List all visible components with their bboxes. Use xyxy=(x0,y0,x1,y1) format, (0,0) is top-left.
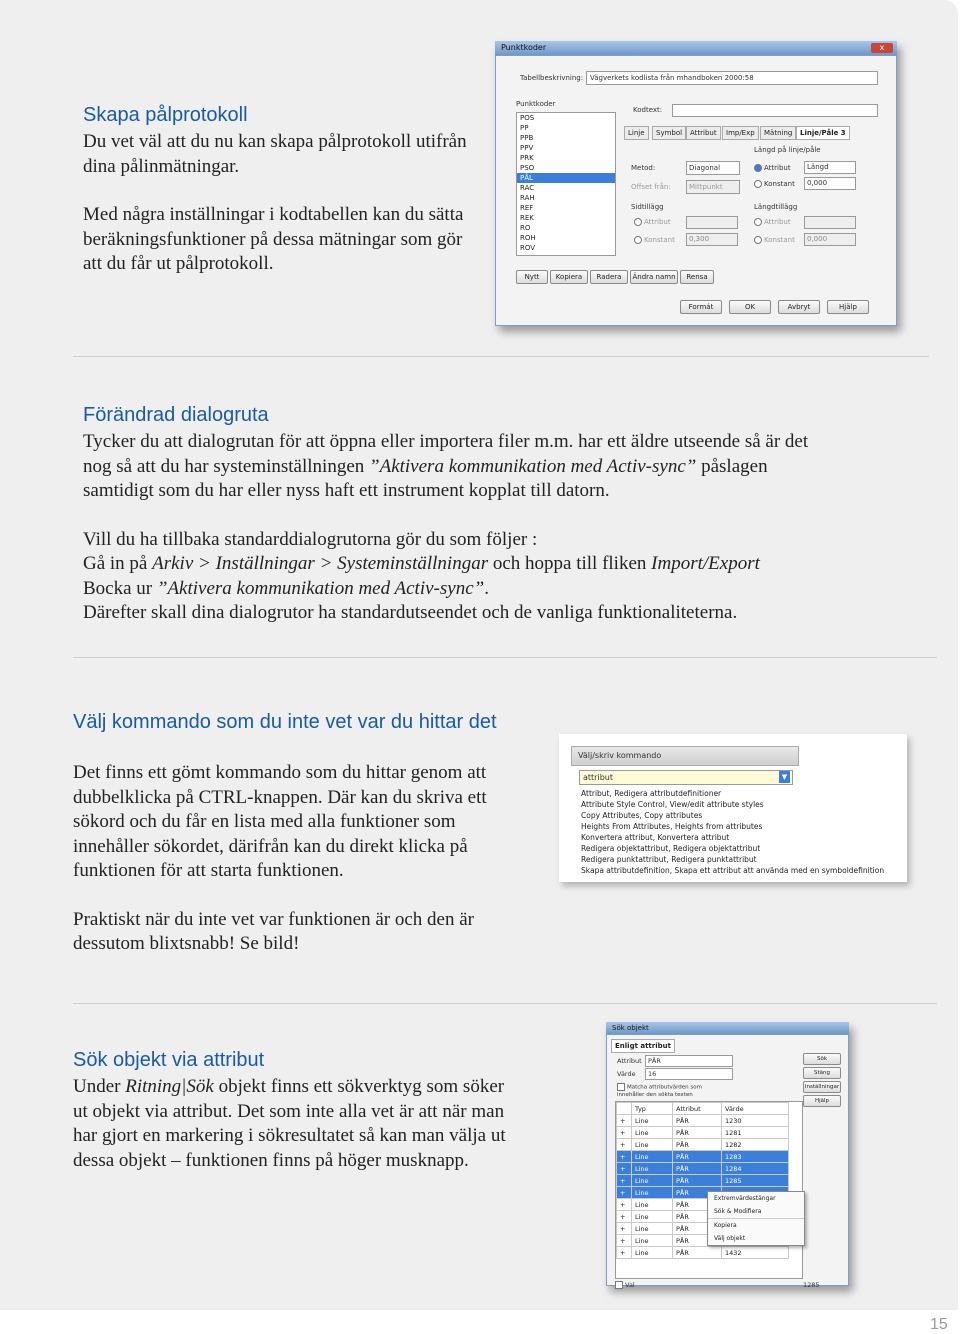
tab-4[interactable]: Imp/Exp xyxy=(722,126,759,140)
list-item[interactable]: ROH xyxy=(520,234,536,242)
search-button-4[interactable]: Hjälp xyxy=(803,1095,841,1107)
text: . xyxy=(484,577,489,599)
row-expand-icon[interactable]: + xyxy=(617,1247,632,1259)
dialog-button-4[interactable]: Hjälp xyxy=(827,300,869,314)
length-add-const-field[interactable] xyxy=(804,233,856,246)
cell-attribute: PÅR xyxy=(673,1151,722,1163)
cell-value: 1282 xyxy=(722,1139,789,1151)
cell-value: 1230 xyxy=(722,1115,789,1127)
method-select[interactable] xyxy=(686,161,740,175)
list-item[interactable]: PSO xyxy=(520,164,535,172)
cell-value: 1432 xyxy=(722,1247,789,1259)
radio-label: Attribut xyxy=(644,218,671,226)
length-const-radio[interactable] xyxy=(754,180,795,188)
cell-type: Line xyxy=(632,1115,673,1127)
paragraph-line xyxy=(83,577,823,602)
code-text-label: Kodtext: xyxy=(633,106,663,114)
list-item[interactable]: PPV xyxy=(520,144,534,152)
text: påslagen samtidigt som du har eller nyss haft ett instrument kopplat till datorn. xyxy=(83,455,768,501)
paragraph-line: Därefter skall dina dialogrutor ha standardutseendet och de vanliga funktionaliteterna. xyxy=(83,602,738,623)
cell-attribute: PÅR xyxy=(673,1223,722,1235)
side-group-label: Sidtillägg xyxy=(631,203,664,211)
offset-select[interactable] xyxy=(686,180,740,194)
checkbox-label: Matcha attributvärden som innehåller den sökta texten xyxy=(617,1084,702,1098)
radio-label: Attribut xyxy=(764,218,791,226)
section-heading-kommando: Välj kommando som du inte vet var du hittar det xyxy=(73,711,497,733)
length-attr-field[interactable] xyxy=(804,161,856,174)
command-result-item[interactable]: Konvertera attribut, Konvertera attribut xyxy=(581,833,730,842)
cell-type: Line xyxy=(632,1127,673,1139)
list-item[interactable]: RO xyxy=(520,224,531,232)
cell-type: Line xyxy=(632,1187,673,1199)
table-header xyxy=(617,1103,789,1115)
side-const-field[interactable] xyxy=(686,233,738,246)
table-header-cell[interactable]: Värde xyxy=(722,1103,789,1115)
attr-select-value: PÅR xyxy=(648,1057,661,1065)
length-add-attr-field[interactable] xyxy=(804,216,856,229)
text: Under xyxy=(73,1076,126,1097)
row-expand-icon[interactable]: + xyxy=(617,1127,632,1139)
command-result-item[interactable]: Attribut, Redigera attributdefinitioner xyxy=(581,789,722,798)
cell-value: 1284 xyxy=(722,1163,789,1175)
table-desc-field[interactable] xyxy=(586,71,878,85)
side-const-radio[interactable] xyxy=(634,236,675,244)
radio-label: Konstant xyxy=(644,236,675,244)
paragraph xyxy=(73,1075,518,1173)
row-expand-icon[interactable]: + xyxy=(617,1151,632,1163)
cell-attribute: PÅR xyxy=(673,1175,722,1187)
list-item[interactable]: PÅL xyxy=(517,173,615,183)
cell-attribute: PÅR xyxy=(673,1163,722,1175)
list-item[interactable]: REF xyxy=(520,204,534,212)
section-body-sok-objekt xyxy=(73,1075,518,1173)
tab-2[interactable]: Symbol xyxy=(652,126,686,140)
paragraph-line xyxy=(83,552,823,577)
cell-attribute: PÅR xyxy=(673,1139,722,1151)
tab-name: Import/Export xyxy=(651,553,760,574)
row-expand-icon[interactable]: + xyxy=(617,1211,632,1223)
method-value: Diagonal xyxy=(689,164,721,172)
cell-value: 1285 xyxy=(722,1175,789,1187)
menu-path: Arkiv > Inställningar > Systeminställningar xyxy=(152,553,489,574)
dialog-tabs xyxy=(624,126,884,140)
table-row[interactable] xyxy=(617,1115,789,1127)
command-input[interactable] xyxy=(579,770,793,785)
section-body-dialogruta xyxy=(83,430,823,626)
dialog-button-3[interactable]: Avbryt xyxy=(778,300,820,314)
attr-label: Attribut xyxy=(617,1057,642,1065)
paragraph: Praktiskt när du inte vet var funktionen är och den är dessutom blixtsnabb! Se bild! xyxy=(73,908,474,954)
paragraph-line: Vill du ha tillbaka standarddialogrutorna gör du som följer : xyxy=(83,528,538,550)
context-menu-item[interactable]: Kopiera xyxy=(708,1218,804,1232)
code-button-1[interactable]: Nytt xyxy=(516,270,548,284)
paragraph xyxy=(83,430,823,504)
command-result-item[interactable]: Attribute Style Control, View/edit attribute styles xyxy=(581,800,764,809)
command-result-item[interactable]: Redigera objektattribut, Redigera objektattribut xyxy=(581,844,761,853)
status-left-label: Val xyxy=(625,1281,635,1289)
code-text-input[interactable] xyxy=(672,104,878,117)
command-dialog xyxy=(559,734,907,882)
search-button-1[interactable]: Sök xyxy=(803,1053,841,1065)
side-attr-radio[interactable] xyxy=(634,218,671,226)
code-button-3[interactable]: Radera xyxy=(590,270,628,284)
row-expand-icon[interactable]: + xyxy=(617,1235,632,1247)
close-icon[interactable]: x xyxy=(871,43,893,53)
table-row[interactable] xyxy=(617,1139,789,1151)
paragraph: Det finns ett gömt kommando som du hittar genom att dubbelklicka på CTRL-knappen. Där kan du skriva ett sökord och du får en lista med alla funktioner som innehåller sökordet, därifrån kan du direkt klicka på funktionen för att starta funktionen. xyxy=(73,762,487,881)
offset-value: Mittpunkt xyxy=(689,183,723,191)
radio-label: Konstant xyxy=(764,180,795,188)
status-right: 1285 xyxy=(803,1281,820,1289)
row-expand-icon[interactable]: + xyxy=(617,1163,632,1175)
row-expand-icon[interactable]: + xyxy=(617,1223,632,1235)
context-menu-item[interactable]: Extremvärdestängar xyxy=(714,1195,776,1202)
cell-type: Line xyxy=(632,1223,673,1235)
chevron-down-icon[interactable]: ▼ xyxy=(779,771,790,783)
cell-attribute: PÅR xyxy=(673,1127,722,1139)
results-table-container xyxy=(615,1101,803,1279)
cell-attribute: PÅR xyxy=(673,1115,722,1127)
row-expand-icon[interactable]: + xyxy=(617,1199,632,1211)
cell-type: Line xyxy=(632,1199,673,1211)
length-group-label: Längd på linje/påle xyxy=(754,146,821,154)
cell-type: Line xyxy=(632,1235,673,1247)
text: Gå in på xyxy=(83,553,153,574)
row-expand-icon[interactable]: + xyxy=(617,1115,632,1127)
search-buttons xyxy=(803,1053,843,1113)
cell-value: 1283 xyxy=(722,1151,789,1163)
command-dialog-titlebar xyxy=(571,746,799,766)
code-button-2[interactable]: Kopiera xyxy=(550,270,588,284)
section-heading-dialogruta: Förändrad dialogruta xyxy=(83,404,269,426)
section-heading-sok-objekt: Sök objekt via attribut xyxy=(73,1049,265,1071)
dialog-title: Punktkoder xyxy=(495,41,897,55)
divider xyxy=(73,356,929,357)
command-result-item[interactable]: Skapa attributdefinition, Skapa ett attribut att använda med en symboldefinition xyxy=(581,866,885,875)
context-menu xyxy=(707,1191,805,1246)
row-expand-icon[interactable]: + xyxy=(617,1139,632,1151)
cell-attribute: PÅR xyxy=(673,1187,722,1199)
tab-1[interactable]: Linje xyxy=(624,126,649,140)
radio-label: Konstant xyxy=(764,236,795,244)
side-attr-field[interactable] xyxy=(686,216,738,229)
length-attr-value: Längd xyxy=(807,163,829,171)
table-row[interactable] xyxy=(617,1163,789,1175)
table-desc-label: Tabellbeskrivning: xyxy=(520,74,584,82)
dialog-title: Sök objekt xyxy=(606,1022,849,1034)
list-item[interactable]: PP xyxy=(520,124,529,132)
search-object-dialog xyxy=(606,1022,849,1289)
cell-type: Line xyxy=(632,1163,673,1175)
codes-list[interactable] xyxy=(516,112,616,256)
paragraph: Med några inställningar i kodtabellen kan du sätta beräkningsfunktioner på dessa mätningar som gör att du får ut pålprotokoll. xyxy=(83,204,464,274)
radio-label: Attribut xyxy=(764,164,791,172)
section-heading-palprotokoll: Skapa pålprotokoll xyxy=(83,104,248,126)
tab-6[interactable]: Linje/Påle 3 xyxy=(796,126,850,140)
code-buttons xyxy=(516,270,746,284)
tab-5[interactable]: Mätning xyxy=(760,126,796,140)
row-expand-icon[interactable]: + xyxy=(617,1187,632,1199)
table-desc-value: Vägverkets kodlista från mhandboken 2000:58 xyxy=(590,74,754,82)
list-item[interactable]: POS xyxy=(520,114,535,122)
text: Tycker du att dialogrutan för att öppna eller importera filer m.m. har ett äldre utseende så är det nog så att du har systeminställningen xyxy=(83,431,809,477)
context-menu-item[interactable]: Välj objekt xyxy=(714,1235,746,1242)
paragraph: Du vet väl att du nu kan skapa pålprotokoll utifrån dina pålinmätningar. xyxy=(83,131,467,177)
length-add-attr-radio[interactable] xyxy=(754,218,791,226)
code-button-5[interactable]: Rensa xyxy=(680,270,714,284)
command-result-item[interactable]: Redigera punktattribut, Redigera punktattribut xyxy=(581,855,757,864)
length-add-const-radio[interactable] xyxy=(754,236,795,244)
setting-name: ”Aktivera kommunikation med Activ-sync” xyxy=(369,455,697,477)
cell-attribute: PÅR xyxy=(673,1235,722,1247)
list-item[interactable]: RAC xyxy=(520,184,535,192)
length-attr-radio[interactable] xyxy=(754,164,791,172)
text: objekt finns ett sökverktyg som söker ut objekt via attribut. Det som inte alla vet är att när man har gjort en markering i sökresultatet så kan man välja ut dessa objekt – funktionen finns på höger musknapp. xyxy=(73,1076,506,1171)
list-item[interactable]: PRK xyxy=(520,154,534,162)
text: och hoppa till fliken xyxy=(488,553,652,574)
command-result-item[interactable]: Copy Attributes, Copy attributes xyxy=(581,811,703,820)
list-item[interactable]: RAH xyxy=(520,194,535,202)
divider xyxy=(73,657,937,658)
length-const-value: 0,000 xyxy=(807,179,828,187)
value-input-value: 16 xyxy=(648,1070,657,1078)
table-row[interactable] xyxy=(617,1247,789,1259)
code-button-4[interactable]: Ändra namn xyxy=(630,270,678,284)
menu-path: Ritning|Sök xyxy=(125,1076,214,1097)
table-row[interactable] xyxy=(617,1151,789,1163)
offset-label: Offset från: xyxy=(631,183,671,191)
status-left xyxy=(615,1281,635,1289)
page-number: 15 xyxy=(930,1316,948,1333)
table-header-cell[interactable]: Typ xyxy=(632,1103,673,1115)
value-label: Värde xyxy=(617,1070,636,1078)
length-const-field[interactable] xyxy=(804,177,856,190)
divider xyxy=(73,1003,937,1004)
codes-list-label: Punktkoder xyxy=(516,100,556,108)
table-header-cell[interactable]: Attribut xyxy=(673,1103,722,1115)
section-body-palprotokoll xyxy=(83,130,483,277)
tab-3[interactable]: Attribut xyxy=(686,126,721,140)
length-add-group-label: Längdtillägg xyxy=(754,203,798,211)
length-add-const-value: 0,000 xyxy=(807,235,828,243)
match-checkbox[interactable] xyxy=(617,1083,727,1099)
cell-type: Line xyxy=(632,1139,673,1151)
section-body-kommando xyxy=(73,761,523,957)
dialog-title: Välj/skriv kommando xyxy=(578,751,662,760)
attr-select[interactable] xyxy=(645,1055,733,1067)
cell-type: Line xyxy=(632,1247,673,1259)
dialog-button-1[interactable]: Formát xyxy=(680,300,722,314)
side-const-value: 0,300 xyxy=(689,235,710,243)
row-expand-icon[interactable]: + xyxy=(617,1175,632,1187)
command-result-item[interactable]: Heights From Attributes, Heights from attributes xyxy=(581,822,763,831)
setting-name: ”Aktivera kommunikation med Activ-sync” xyxy=(156,577,485,599)
cell-type: Line xyxy=(632,1151,673,1163)
list-item[interactable]: PPB xyxy=(520,134,534,142)
punktkoder-dialog xyxy=(495,41,897,326)
context-menu-item[interactable]: Sök & Modifiera xyxy=(714,1208,762,1215)
method-label: Metod: xyxy=(631,164,656,172)
cell-attribute: PÅR xyxy=(673,1211,722,1223)
command-results xyxy=(581,788,901,876)
list-item[interactable]: REK xyxy=(520,214,534,222)
search-button-3[interactable]: Inställningar xyxy=(803,1081,841,1093)
dialog-button-2[interactable]: OK xyxy=(729,300,771,314)
value-input[interactable] xyxy=(645,1068,733,1080)
cell-type: Line xyxy=(632,1211,673,1223)
cell-type: Line xyxy=(632,1175,673,1187)
search-button-2[interactable]: Stäng xyxy=(803,1067,841,1079)
table-row[interactable] xyxy=(617,1175,789,1187)
table-row[interactable] xyxy=(617,1127,789,1139)
cell-attribute: PÅR xyxy=(673,1247,722,1259)
cell-value: 1281 xyxy=(722,1127,789,1139)
list-item[interactable]: ROV xyxy=(520,244,536,252)
dialog-buttons xyxy=(680,300,880,314)
text: Bocka ur xyxy=(83,577,157,599)
command-input-value: attribut xyxy=(583,773,613,782)
cell-attribute: PÅR xyxy=(673,1199,722,1211)
tab-enligt-attribut[interactable]: Enligt attribut xyxy=(611,1039,675,1053)
table-header-cell xyxy=(617,1103,632,1115)
